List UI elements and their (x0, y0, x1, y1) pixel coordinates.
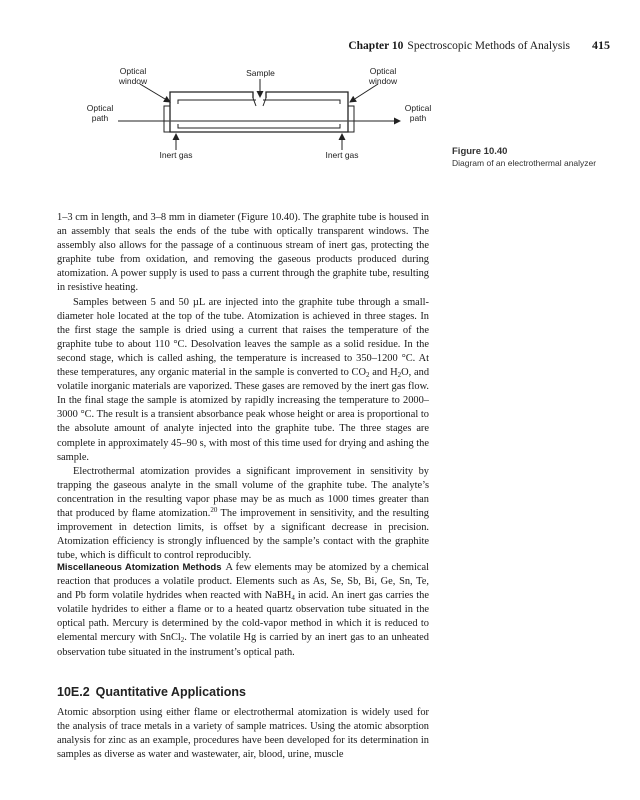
window-left (164, 106, 170, 132)
body-text-main (57, 211, 429, 563)
paragraph-2: Samples between 5 and 50 µL are injected into the graphite tube through a small-diameter hole located at the top of the tube. Atomization is achieved in three stages. In the first stage the sample is dried using a current that raises the temperature of the graphite tube to about 110 °C. Desolvation leaves the sample as a solid residue. In the second stage, which is called ashing, the temperature is increased to 350–1200 °C. At these temperatures, any organic material in the sample is converted to $CO_2$ and $H_2O$, and volatile inorganic materials are vaporized. These gases are removed by the inert gas flow. In the final stage the sample is atomized by rapidly increasing the temperature to 2000–3000 °C. The result is a transient absorbance peak whose height or area is proportional to the absolute amount of analyte injected into the graphite tube. The three stages are complete in approximately 45–90 s, with most of this time used for drying and ashing the sample. (57, 296, 430, 463)
optical-path-left-label: Optical path (86, 103, 114, 123)
footnote-marker: 20 (210, 505, 218, 514)
chapter-label: Chapter 10 (348, 40, 404, 52)
inert-gas-right-label: Inert gas (325, 150, 359, 160)
paragraph-5: Atomic absorption using either flame or electrothermal atomization is widely used for the analysis of trace metals in a variety of sample matrices. Using the atomic absorption analysis for zinc as an example, procedures have been developed for its determination in samples as diverse as water and wastewater, air, blood, urine, muscle (57, 707, 429, 761)
figure-number: Figure 10.40 (452, 146, 508, 157)
assembly-top-left (170, 92, 253, 120)
figure-caption (452, 146, 622, 168)
inert-gas-left-label: Inert gas (159, 150, 193, 160)
section-heading (57, 685, 246, 699)
misc-heading: Miscellaneous Atomization Methods (57, 562, 222, 573)
paragraph-3: Electrothermal atomization provides a significant improvement in sensitivity by trapping the gaseous analyte in the small volume of the graphite tube. The analyte’s concentration in the resulting vapor phase may be as much as 1000 times greater than that produced by flame atomization.$^{20}$ The improvement in sensitivity, and the resulting improvement in detection limits, is offset by a significant decrease in precision. Atomization efficiency is strongly influenced by the sample’s contact with the graphite tube, which is difficult to control reproducibly. (57, 465, 429, 562)
optical-window-left-arrow (140, 84, 170, 102)
assembly-bottom (170, 122, 348, 132)
assembly-top-right (266, 92, 348, 120)
misc-atomization-section (57, 561, 429, 660)
section-number: 10E.2 (57, 685, 90, 699)
paragraph-1: 1–3 cm in length, and 3–8 mm in diameter (Figure 10.40). The graphite tube is housed in an assembly that seals the ends of the tube with optically transparent windows. The assembly also allows for the passage of a continuous stream of inert gas, protecting the graphite tube from oxidation, and removing the gaseous products produced during atomization. A power supply is used to pass a current through the graphite tube, resulting in resistive heating. (57, 212, 429, 294)
figure-caption-text: Diagram of an electrothermal analyzer (452, 158, 597, 168)
running-head (300, 38, 610, 54)
electrothermal-analyzer-diagram (78, 62, 448, 182)
quantitative-section (57, 706, 429, 762)
optical-path-right-label: Optical path (404, 103, 432, 123)
paragraph-misc: Miscellaneous Atomization Methods A few elements may be atomized by a chemical reaction that produces a volatile product. Elements such as As, Se, Sb, Bi, Ge, Sn, Te, and Pb form volatile hydrides when reacted with NaBH$_4$ in acid. An inert gas carries the volatile hydrides to either a flame or to a heated quartz observation tube situated in the optical path. Mercury is determined by the cold-vapor method in which it is reduced to elemental mercury with SnCl$_2$. The volatile Hg is carried by an inert gas to an unheated observation tube situated in the instrument’s optical path. (57, 562, 430, 658)
optical-window-right-label: Optical window (368, 66, 398, 86)
sample-label: Sample (246, 68, 275, 78)
window-right (348, 106, 354, 132)
page-number: 415 (592, 38, 610, 52)
optical-window-left-label: Optical window (118, 66, 148, 86)
section-title: Quantitative Applications (95, 685, 246, 699)
tube-wall-top-left (178, 100, 256, 104)
optical-window-right-arrow (350, 84, 378, 102)
chapter-title: Spectroscopic Methods of Analysis (407, 40, 570, 52)
tube-wall-bottom (178, 124, 340, 128)
tube-wall-top-right (263, 100, 340, 104)
